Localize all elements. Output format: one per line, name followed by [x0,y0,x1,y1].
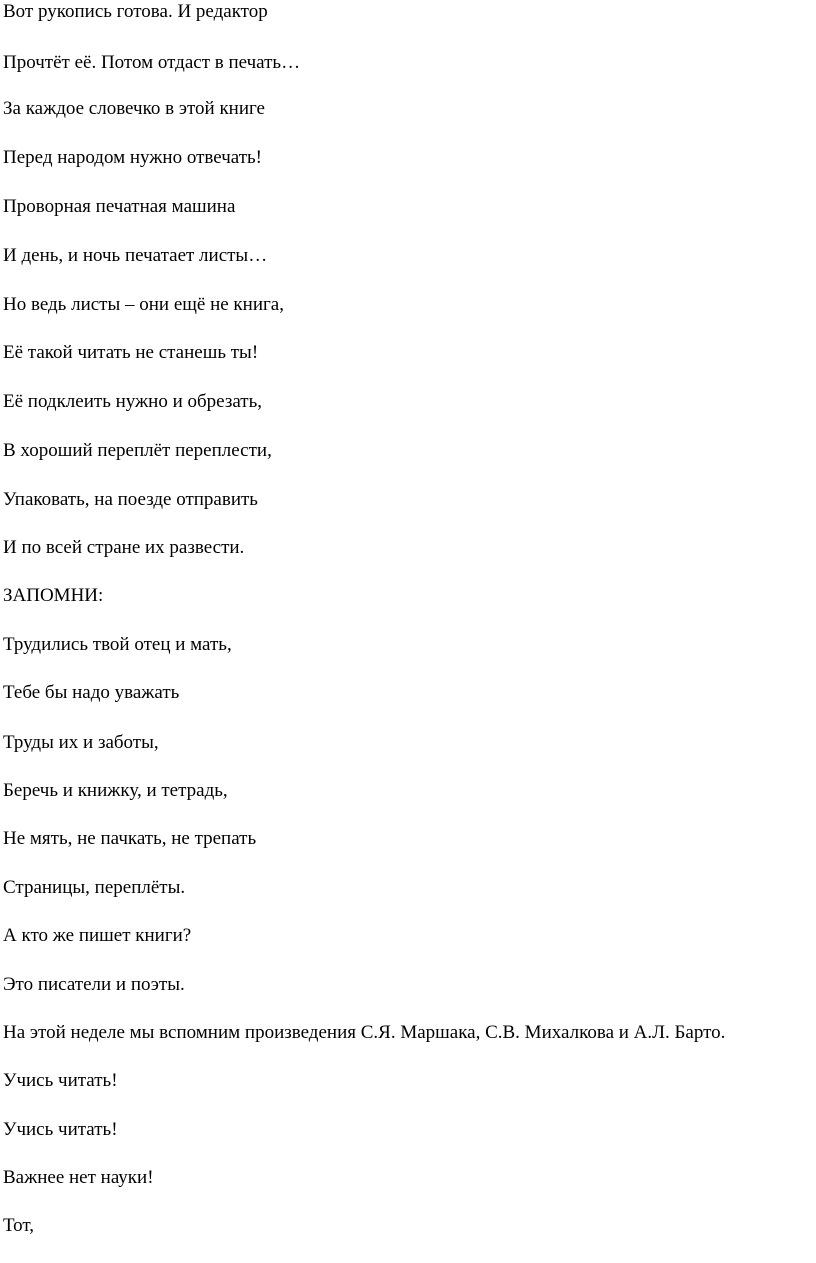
text-line: И по всей стране их развести. [3,537,245,558]
text-line: Упаковать, на поезде отправить [3,489,258,510]
text-line: Её такой читать не станешь ты! [3,342,259,363]
text-line: Не мять, не пачкать, не трепать [3,828,257,849]
text-line: Страницы, переплёты. [3,877,186,898]
text-line: Беречь и книжку, и тетрадь, [3,780,228,801]
text-line: А кто же пишет книги? [3,925,192,946]
text-line: Её подклеить нужно и обрезать, [3,391,262,412]
text-line: В хороший переплёт переплести, [3,440,272,461]
text-line: Перед народом нужно отвечать! [3,147,263,168]
text-line: Учись читать! [3,1119,118,1140]
text-line: Но ведь листы – они ещё не книга, [3,294,284,315]
text-line: Прочтёт её. Потом отдаст в печать… [3,52,301,73]
text-line: Тебе бы надо уважать [3,682,180,703]
text-line: Проворная печатная машина [3,196,236,217]
section-heading: ЗАПОМНИ: [3,585,104,606]
text-line: Трудились твой отец и мать, [3,634,232,655]
text-line: Труды их и заботы, [3,732,159,753]
text-line: И день, и ночь печатает листы… [3,245,268,266]
text-line: Учись читать! [3,1070,118,1091]
text-line: Вот рукопись готова. И редактор [3,1,268,22]
text-line: Важнее нет науки! [3,1167,154,1188]
text-line: Тот, [3,1215,35,1236]
text-line: Это писатели и поэты. [3,974,185,995]
text-line: На этой неделе мы вспомним произведения С.Я. Маршака, С.В. Михалкова и А.Л. Барто. [3,1022,726,1043]
text-line: За каждое словечко в этой книге [3,98,265,119]
